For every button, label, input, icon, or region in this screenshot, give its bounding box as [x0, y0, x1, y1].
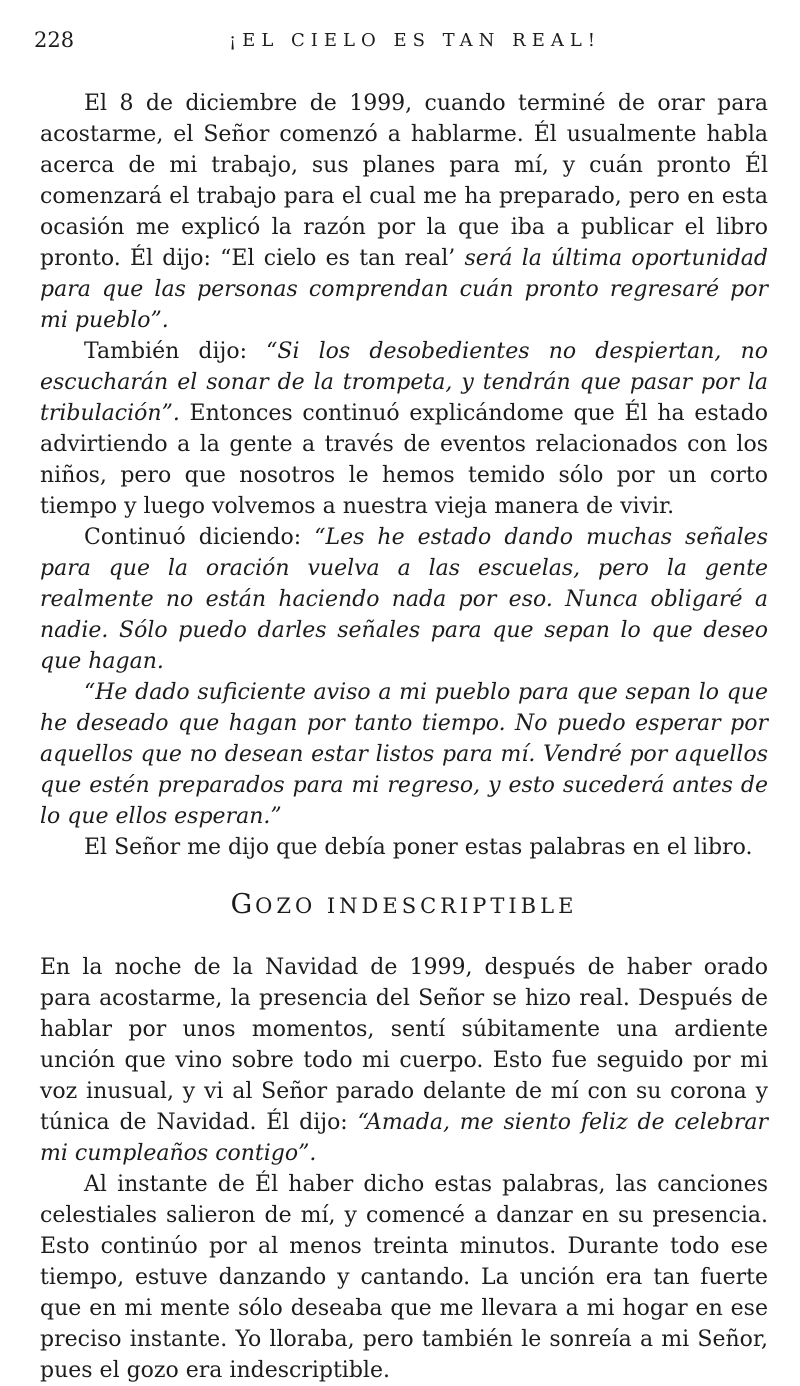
section-heading — [40, 889, 768, 922]
heading-rest: OZO INDESCRIPTIBLE — [255, 894, 578, 918]
paragraph-text: El Señor me dijo que debía poner estas palabras en el libro. — [84, 835, 753, 860]
paragraph-text: También dijo: — [84, 339, 267, 364]
quote-text: “Si los desobedientes no despiertan, no escucharán el sonar de la trompeta, y tendrán que pasar por la tribulación”. — [40, 339, 768, 426]
paragraph-text: Continuó diciendo: — [84, 525, 315, 550]
paragraph-text: El 8 de diciembre de 1999, cuando terminé de orar para acostarme, el Señor comenzó a hablarme. Él usualmente habla acerca de mi trabajo, sus planes para mí, y cuán pronto Él comenzará el trabajo para el cual me ha preparado, pero en esta ocasión me explicó la razón por la que iba a publicar el libro pronto. Él dijo: “El cielo es tan real’ — [40, 91, 768, 271]
paragraph-text: En la noche de la Navidad de 1999, después de haber orado para acostarme, la presencia del Señor se hizo real. Después de hablar por unos momentos, sentí súbitamente una ardiente unción que vino sobre todo mi cuerpo. Esto fue seguido por mi voz inusual, y vi al Señor parado delante de mí con su corona y túnica de Navidad. Él dijo: — [40, 955, 768, 1135]
page-header — [34, 22, 766, 56]
paragraph-5 — [40, 832, 768, 863]
paragraph-7 — [40, 1169, 768, 1386]
paragraph-2 — [40, 336, 768, 522]
quote-text: será la última oportunidad para que las personas comprendan cuán pronto regresaré por mi pueblo”. — [40, 246, 768, 333]
quote-text: “Les he estado dando muchas señales para que la oración vuelva a las escuelas, pero la gente realmente no están haciendo nada por eso. Nunca obligaré a nadie. Sólo puedo darles señales para que sepan lo que deseo que hagan. — [40, 525, 768, 674]
body-text — [40, 88, 768, 1386]
running-head: ¡EL CIELO ES TAN REAL! — [228, 30, 602, 51]
heading-initial: G — [230, 889, 256, 920]
quote-text: “Amada, me siento feliz de celebrar mi cumpleaños contigo”. — [40, 1110, 768, 1166]
quote-text: “He dado suficiente aviso a mi pueblo para que sepan lo que he deseado que hagan por tanto tiempo. No puedo esperar por aquellos que no desean estar listos para mí. Vendré por aquellos que estén preparados para mi regreso, y esto sucederá antes de lo que ellos esperan.” — [40, 680, 768, 829]
paragraph-6 — [40, 952, 768, 1169]
page-number: 228 — [34, 28, 75, 52]
paragraph-text: Al instante de Él haber dicho estas palabras, las canciones celestiales salieron de mí, y comencé a danzar en su presencia. Esto continúo por al menos treinta minutos. Durante todo ese tiempo, estuve danzando y cantando. La unción era tan fuerte que en mi mente sólo deseaba que me llevara a mi hogar en ese preciso instante. Yo lloraba, pero también le sonreía a mi Señor, pues el gozo era indescriptible. — [40, 1172, 768, 1383]
paragraph-3 — [40, 522, 768, 677]
paragraph-1 — [40, 88, 768, 336]
paragraph-4 — [40, 677, 768, 832]
paragraph-text: Entonces continuó explicándome que Él ha estado advirtiendo a la gente a través de eventos relacionados con los niños, pero que nosotros le hemos temido sólo por un corto tiempo y luego volvemos a nuestra vieja manera de vivir. — [40, 401, 768, 519]
